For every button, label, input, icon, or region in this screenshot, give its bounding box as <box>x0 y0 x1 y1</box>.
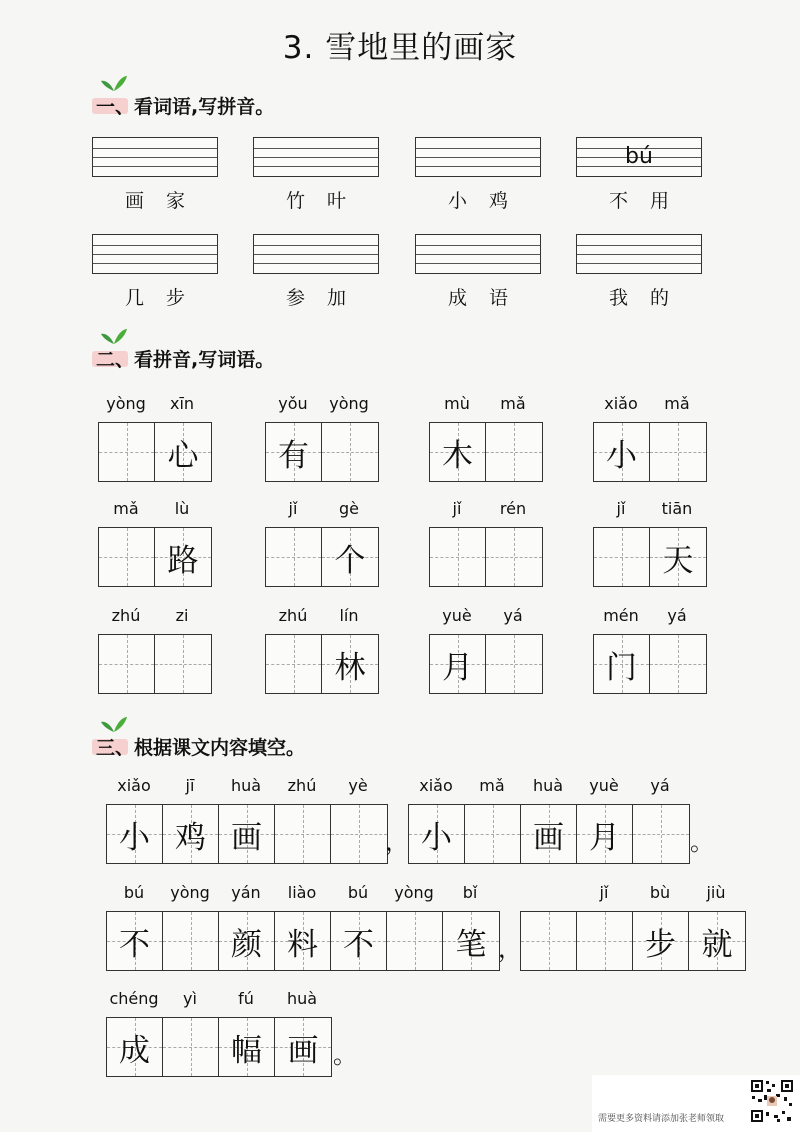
word-label: 小鸡 <box>447 190 530 212</box>
character: 画 <box>231 819 262 856</box>
character-cell[interactable] <box>266 528 322 586</box>
leaf-icon <box>100 327 128 345</box>
character: 路 <box>167 542 199 579</box>
pinyin-label: xiǎo <box>419 776 453 795</box>
writing-line <box>254 254 378 255</box>
character: 月 <box>442 649 473 686</box>
qr-code-icon <box>750 1079 794 1123</box>
character-cell[interactable] <box>577 912 633 970</box>
pinyin-label: bǐ <box>462 883 478 902</box>
pinyin-label: yá <box>650 776 670 795</box>
character: 门 <box>606 649 637 686</box>
leaf-icon <box>100 74 128 92</box>
writing-line <box>416 166 540 167</box>
pinyin-label: jǐ <box>599 883 609 902</box>
character-cell[interactable] <box>443 912 499 970</box>
writing-line <box>416 245 540 246</box>
sentence-grid <box>520 911 746 971</box>
writing-line <box>416 157 540 158</box>
writing-line <box>577 263 701 264</box>
character: 笔 <box>455 926 487 963</box>
writing-line <box>416 148 540 149</box>
section-3-heading: 三、根据课文内容填空。 <box>96 733 305 760</box>
word-label: 画家 <box>124 190 207 212</box>
footer-banner <box>592 1075 800 1132</box>
writing-line <box>93 245 217 246</box>
pinyin-answer: bú <box>625 144 653 169</box>
pinyin-label: fú <box>238 989 254 1008</box>
writing-line <box>93 166 217 167</box>
pinyin-label: yá <box>503 606 523 625</box>
character-cell[interactable] <box>155 423 211 481</box>
character: 鸡 <box>175 819 206 856</box>
character: 就 <box>701 926 733 963</box>
pinyin-label: mǎ <box>479 776 505 795</box>
character-grid <box>265 422 379 482</box>
character-grid <box>429 634 543 694</box>
sentence-grid <box>106 1017 332 1077</box>
footer-text: 需要更多资料请添加张老师领取 <box>598 1114 725 1124</box>
character-grid <box>265 527 379 587</box>
word-label: 几步 <box>124 287 207 309</box>
pinyin-label: yán <box>231 883 261 902</box>
pinyin-label: yòng <box>394 883 434 902</box>
word-label: 成语 <box>447 287 530 309</box>
pinyin-label: huà <box>286 989 318 1008</box>
writing-line <box>93 263 217 264</box>
pinyin-label: zhú <box>287 776 317 795</box>
pinyin-label: jǐ <box>452 499 462 518</box>
character: 画 <box>533 819 564 856</box>
character-cell[interactable] <box>99 423 155 481</box>
pinyin-label: yòng <box>170 883 210 902</box>
character-cell[interactable] <box>465 805 521 863</box>
pinyin-label: jiù <box>706 883 726 902</box>
character-grid <box>265 634 379 694</box>
character-cell[interactable] <box>107 805 163 863</box>
pinyin-label: yòng <box>106 394 146 413</box>
pinyin-label: mǎ <box>500 394 526 413</box>
character-cell[interactable] <box>430 635 486 693</box>
character-cell[interactable] <box>521 805 577 863</box>
character-cell[interactable] <box>387 912 443 970</box>
character-cell[interactable] <box>521 912 577 970</box>
punctuation-mark: 。 <box>333 1041 357 1069</box>
character-cell[interactable] <box>409 805 465 863</box>
character-cell[interactable] <box>163 805 219 863</box>
character-cell[interactable] <box>275 912 331 970</box>
pinyin-answer-box[interactable] <box>92 234 218 274</box>
sentence-grid <box>106 911 500 971</box>
writing-line <box>254 245 378 246</box>
pinyin-label: zi <box>175 606 189 625</box>
pinyin-label: jī <box>185 776 195 795</box>
character-cell[interactable] <box>650 528 706 586</box>
character: 料 <box>287 926 318 963</box>
pinyin-label: chéng <box>109 989 159 1008</box>
pinyin-label: bù <box>649 883 671 902</box>
punctuation-mark: ， <box>385 828 409 856</box>
writing-line <box>254 263 378 264</box>
writing-line <box>254 166 378 167</box>
character-cell[interactable] <box>331 912 387 970</box>
pinyin-label: yì <box>183 989 197 1008</box>
pinyin-answer-box[interactable] <box>576 234 702 274</box>
pinyin-label: liào <box>287 883 317 902</box>
pinyin-label: jǐ <box>616 499 626 518</box>
pinyin-label: yòng <box>329 394 369 413</box>
character: 林 <box>334 649 366 686</box>
writing-line <box>577 245 701 246</box>
character: 幅 <box>231 1032 262 1069</box>
pinyin-answer-box[interactable] <box>415 234 541 274</box>
character-cell[interactable] <box>266 423 322 481</box>
character: 天 <box>662 542 694 579</box>
punctuation-mark: ， <box>498 935 522 963</box>
pinyin-answer-box[interactable] <box>576 137 702 177</box>
character-grid <box>429 527 543 587</box>
sentence-grid <box>106 804 388 864</box>
writing-line <box>254 148 378 149</box>
character-cell[interactable] <box>107 912 163 970</box>
character-cell[interactable] <box>594 423 650 481</box>
pinyin-label: mù <box>444 394 470 413</box>
character-cell[interactable] <box>107 1018 163 1076</box>
character-cell[interactable] <box>275 805 331 863</box>
character: 个 <box>334 542 366 579</box>
pinyin-label: huà <box>230 776 262 795</box>
pinyin-label: yá <box>667 606 687 625</box>
pinyin-label: yuè <box>442 606 472 625</box>
writing-line <box>416 263 540 264</box>
writing-line <box>93 254 217 255</box>
character-cell[interactable] <box>633 912 689 970</box>
section-2-heading: 二、看拼音,写词语。 <box>96 345 274 372</box>
character-grid <box>98 422 212 482</box>
character-grid <box>429 422 543 482</box>
character-cell[interactable] <box>486 423 542 481</box>
character-grid <box>98 527 212 587</box>
character: 成 <box>119 1032 150 1069</box>
character-cell[interactable] <box>163 912 219 970</box>
pinyin-answer-box[interactable] <box>253 137 379 177</box>
pinyin-label: jǐ <box>288 499 298 518</box>
character-cell[interactable] <box>689 912 745 970</box>
character-cell[interactable] <box>99 635 155 693</box>
pinyin-label: lín <box>339 606 359 625</box>
section-1-heading: 一、看词语,写拼音。 <box>96 92 274 119</box>
pinyin-label: yuè <box>589 776 619 795</box>
character: 小 <box>119 819 150 856</box>
punctuation-mark: 。 <box>690 828 714 856</box>
character: 小 <box>606 437 637 474</box>
page-title: 3. 雪地里的画家 <box>282 30 518 66</box>
character-cell[interactable] <box>219 912 275 970</box>
character-cell[interactable] <box>430 423 486 481</box>
word-label: 我的 <box>608 287 691 309</box>
pinyin-label: mén <box>603 606 639 625</box>
character-cell[interactable] <box>650 423 706 481</box>
character-cell[interactable] <box>486 528 542 586</box>
pinyin-label: yǒu <box>278 394 308 413</box>
pinyin-answer-box[interactable] <box>415 137 541 177</box>
writing-line <box>254 157 378 158</box>
pinyin-label: zhú <box>278 606 308 625</box>
pinyin-label: xīn <box>169 394 195 413</box>
pinyin-label: bú <box>347 883 369 902</box>
pinyin-label: lù <box>174 499 190 518</box>
character-cell[interactable] <box>331 805 387 863</box>
pinyin-label: xiǎo <box>117 776 151 795</box>
character-cell[interactable] <box>322 423 378 481</box>
pinyin-label: mǎ <box>113 499 139 518</box>
character-grid <box>593 422 707 482</box>
character: 心 <box>167 437 199 474</box>
character-cell[interactable] <box>219 805 275 863</box>
character: 月 <box>589 819 620 856</box>
character-cell[interactable] <box>275 1018 331 1076</box>
character-cell[interactable] <box>99 528 155 586</box>
writing-line <box>93 157 217 158</box>
word-label: 不用 <box>608 190 691 212</box>
pinyin-answer-box[interactable] <box>92 137 218 177</box>
writing-line <box>416 254 540 255</box>
character: 有 <box>278 437 309 474</box>
pinyin-answer-box[interactable] <box>253 234 379 274</box>
character: 步 <box>645 926 676 963</box>
character-cell[interactable] <box>650 635 706 693</box>
pinyin-label: gè <box>339 499 359 518</box>
character-cell[interactable] <box>322 635 378 693</box>
character-grid <box>98 634 212 694</box>
sentence-grid <box>408 804 690 864</box>
pinyin-label: xiǎo <box>604 394 638 413</box>
pinyin-label: bú <box>123 883 145 902</box>
character-grid <box>593 527 707 587</box>
character-cell[interactable] <box>155 635 211 693</box>
character-cell[interactable] <box>594 635 650 693</box>
character-cell[interactable] <box>322 528 378 586</box>
pinyin-label: rén <box>499 499 527 518</box>
pinyin-label: tiān <box>661 499 693 518</box>
character: 画 <box>287 1032 319 1069</box>
character-cell[interactable] <box>163 1018 219 1076</box>
character: 小 <box>421 819 452 856</box>
character-cell[interactable] <box>155 528 211 586</box>
character-cell[interactable] <box>430 528 486 586</box>
character-cell[interactable] <box>577 805 633 863</box>
character-cell[interactable] <box>486 635 542 693</box>
pinyin-label: yè <box>348 776 368 795</box>
writing-line <box>577 254 701 255</box>
character: 不 <box>343 926 374 963</box>
character: 颜 <box>231 926 262 963</box>
writing-line <box>93 148 217 149</box>
leaf-icon <box>100 715 128 733</box>
pinyin-label: zhú <box>111 606 141 625</box>
character-cell[interactable] <box>219 1018 275 1076</box>
word-label: 参加 <box>285 287 368 309</box>
word-label: 竹叶 <box>285 190 368 212</box>
character-cell[interactable] <box>594 528 650 586</box>
pinyin-label: huà <box>532 776 564 795</box>
character: 木 <box>442 437 473 474</box>
pinyin-label: mǎ <box>664 394 690 413</box>
character: 不 <box>119 926 150 963</box>
character-cell[interactable] <box>633 805 689 863</box>
character-cell[interactable] <box>266 635 322 693</box>
character-grid <box>593 634 707 694</box>
